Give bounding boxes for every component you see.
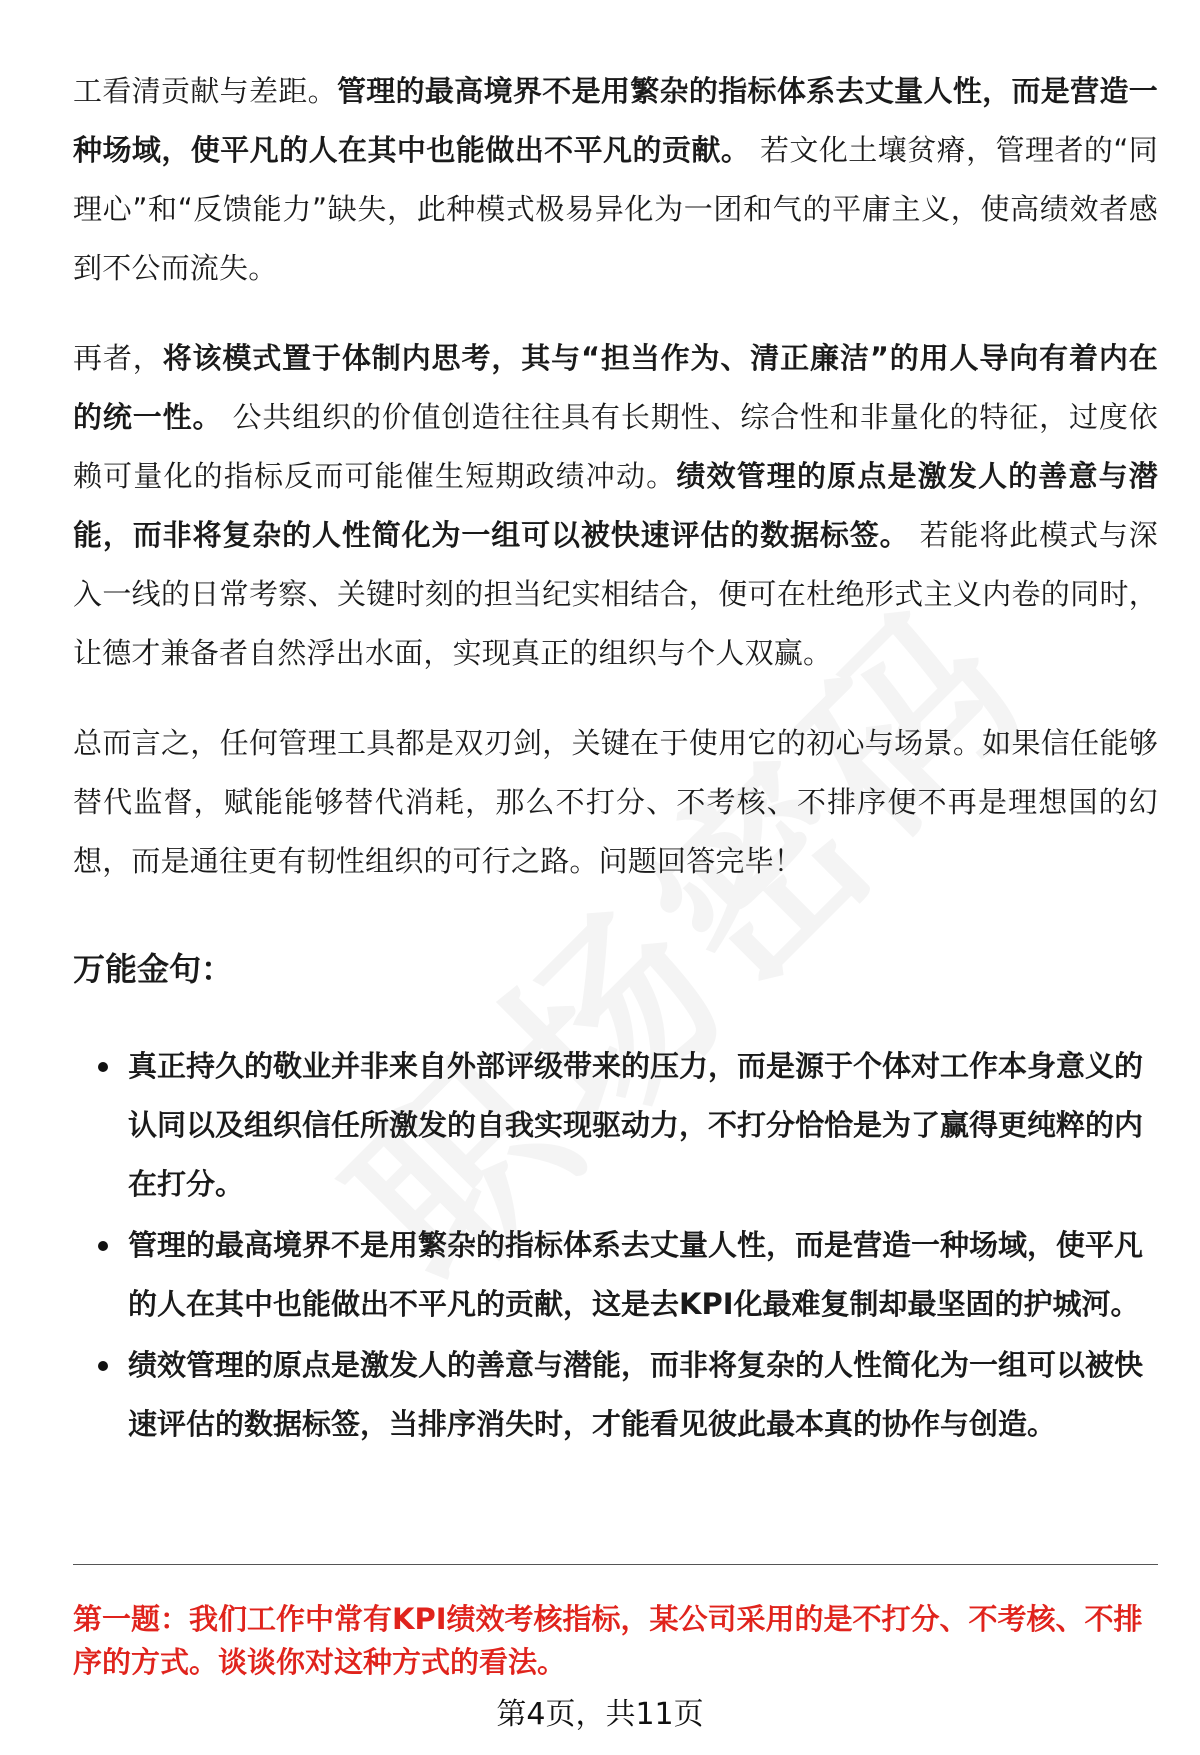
bullet-list [73,1037,1158,1454]
list-item [73,1336,1158,1454]
paragraph-3-seg-0: 总而言之，任何管理工具都是双刃剑，关键在于使用它的初心与场景。如果信任能够替代监督，赋能能够替代消耗，那么不打分、不考核、不排序便不再是理想国的幻想，而是通往更有韧性组织的可行之路。问题回答完毕！ [73,726,1158,878]
paragraph-2-seg-2: 公共组织的价值创造往往具有长期性、综合性和非量化的特征，过度依赖可量化的指标反而可能催生短期政绩冲动。 [73,400,1158,493]
paragraph-1-seg-2: 若文化土壤贫瘠，管理者的“同理心”和“反馈能力”缺失，此种模式极易异化为一团和气的平庸主义，使高绩效者感到不公而流失。 [73,133,1158,285]
question-text: 第一题：我们工作中常有KPI绩效考核指标，某公司采用的是不打分、不考核、不排序的方式。谈谈你对这种方式的看法。 [73,1602,1143,1679]
paragraph-2-seg-0: 再者， [73,341,163,375]
paragraph-3 [73,714,1158,891]
bullet-dot-icon [98,1062,108,1072]
paragraph-2 [73,329,1158,683]
list-item [73,1216,1158,1334]
paragraph-2-seg-1: 将该模式置于体制内思考，其与“担当作为、清正廉洁”的用人导向有着内在的统一性。 [73,341,1158,434]
paragraph-2-seg-3: 绩效管理的原点是激发人的善意与潜能，而非将复杂的人性简化为一组可以被快速评估的数据标签。 [73,459,1158,552]
bullet-dot-icon [98,1241,108,1251]
list-item-text: 管理的最高境界不是用繁杂的指标体系去丈量人性，而是营造一种场域，使平凡的人在其中也能做出不平凡的贡献，这是去KPI化最难复制却最坚固的护城河。 [128,1228,1144,1321]
paragraph-2-seg-4: 若能将此模式与深入一线的日常考察、关键时刻的担当纪实相结合，便可在杜绝形式主义内卷的同时，让德才兼备者自然浮出水面，实现真正的组织与个人双赢。 [73,518,1158,670]
paragraph-1-seg-0: 工看清贡献与差距。 [73,74,337,108]
document-body [73,62,1158,1456]
divider [73,1564,1158,1565]
bullet-dot-icon [98,1361,108,1371]
section-heading: 万能金句： [73,950,234,988]
paragraph-1 [73,62,1158,298]
paragraph-1-seg-1: 管理的最高境界不是用繁杂的指标体系去丈量人性，而是营造一种场域，使平凡的人在其中也能做出不平凡的贡献。 [73,74,1158,167]
list-item [73,1037,1158,1214]
page-footer: 第4页，共11页 [496,1697,704,1732]
list-item-text: 绩效管理的原点是激发人的善意与潜能，而非将复杂的人性简化为一组可以被快速评估的数据标签，当排序消失时，才能看见彼此最本真的协作与创造。 [128,1348,1144,1441]
list-item-text: 真正持久的敬业并非来自外部评级带来的压力，而是源于个体对工作本身意义的认同以及组织信任所激发的自我实现驱动力，不打分恰恰是为了赢得更纯粹的内在打分。 [128,1049,1144,1201]
